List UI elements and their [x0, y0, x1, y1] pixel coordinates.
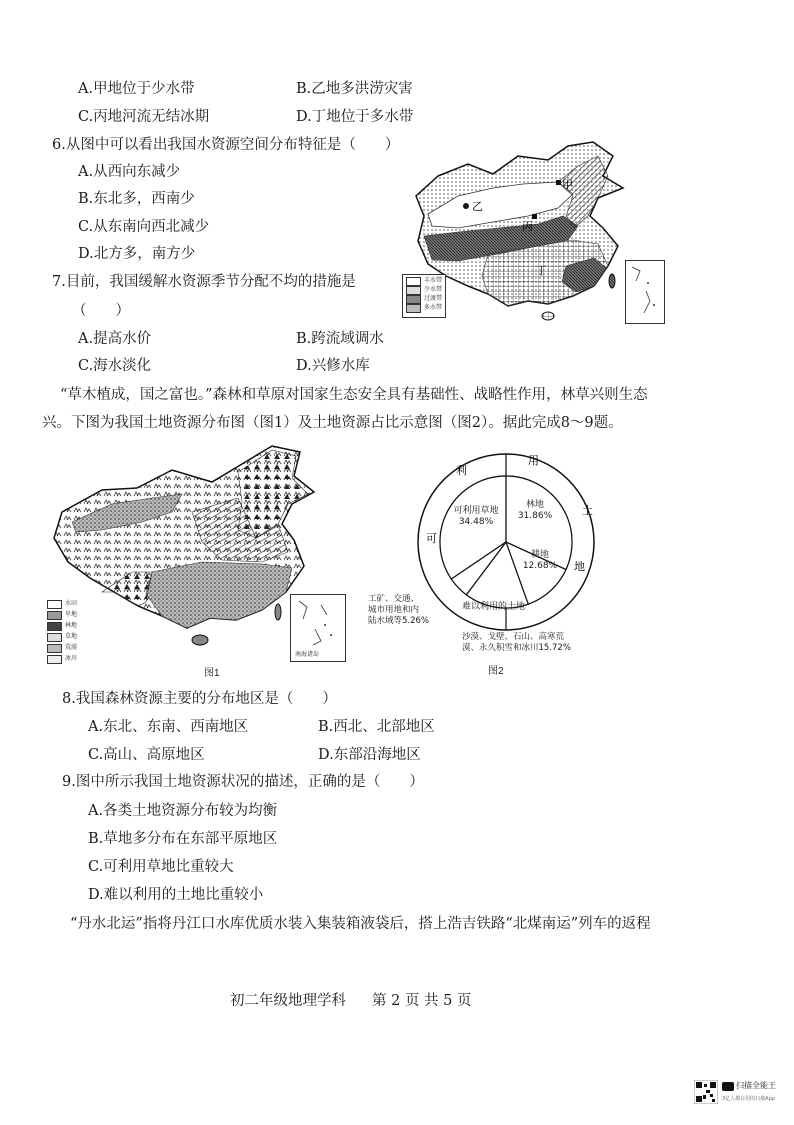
fig2-caption: 图2 [488, 666, 504, 677]
q5-option-d: D.丁地位于多水带 [296, 109, 414, 125]
passage-forest-grass-line1: “草木植成，国之富也。”森林和草原对国家生态安全具有基础性、战略性作用，林草兴则生态 [60, 387, 648, 403]
q5-option-c: C.丙地河流无结冰期 [78, 109, 210, 125]
ring-char-tu: 土 [582, 505, 593, 517]
passage-forest-grass-line2: 兴。下图为我国土地资源分布图（图1）及土地资源占比示意图（图2）。据此完成8～9题。 [42, 415, 623, 431]
legend-label: 荒漠 [65, 644, 78, 651]
legend-label: 旱地 [65, 611, 78, 618]
legend-swatch [47, 644, 62, 653]
fig1-caption: 图1 [204, 668, 220, 679]
label-jia: 甲 [562, 179, 573, 191]
slice-label-farm: 耕地 12.68% [522, 550, 558, 571]
q6-option-b: B.东北多，西南少 [78, 191, 195, 207]
fig1-south-china-sea-inset [290, 594, 346, 662]
legend-swatch [47, 611, 62, 620]
q5-option-a: A.甲地位于少水带 [78, 81, 195, 97]
q9-stem: 9.图中所示我国土地资源状况的描述，正确的是（ ） [62, 774, 424, 790]
callout-other-land: 工矿、交通、 城市用地和内 陆水域等5.26% [368, 594, 430, 626]
q7-stem: 7.目前，我国缓解水资源季节分配不均的措施是 [52, 274, 356, 290]
q6-stem: 6.从图中可以看出我国水资源空间分布特征是（ ） [52, 137, 400, 153]
legend-label: 冰川 [65, 655, 78, 662]
q9-option-b: B.草地多分布在东部平原地区 [88, 831, 278, 847]
legend-label: 少水带 [424, 286, 443, 293]
land-map-legend [44, 598, 86, 666]
legend-label: 多水带 [424, 304, 443, 311]
q8-option-a: A.东北、东南、西南地区 [88, 719, 249, 735]
q8-option-d: D.东部沿海地区 [318, 747, 421, 763]
label-yi: 乙 [472, 201, 483, 213]
label-ding: 丁 [536, 265, 547, 277]
footer-subject: 初二年级地理学科 [230, 993, 346, 1009]
passage-danshui-line1: “丹水北运”指将丹江口水库优质水装入集装箱液袋后，搭上浩吉铁路“北煤南运”列车的返程 [70, 916, 651, 932]
q7-option-c: C.海水淡化 [78, 358, 152, 374]
inset-label: 南海诸岛 [295, 651, 320, 658]
legend-label: 林地 [65, 622, 78, 629]
q6-option-c: C.从东南向西北减少 [78, 219, 210, 235]
q9-option-d: D.难以利用的土地比重较小 [88, 887, 264, 903]
q5-option-b: B.乙地多洪涝灾害 [296, 81, 413, 97]
ring-char-li: 利 [456, 465, 467, 477]
legend-swatch [47, 633, 62, 642]
legend-label: 水田 [65, 600, 78, 607]
legend-swatch [47, 600, 62, 609]
water-map-legend [402, 274, 446, 318]
ring-char-yong: 用 [528, 455, 539, 467]
q6-option-d: D.北方多，南方少 [78, 246, 196, 262]
label-bing: 丙 [522, 221, 533, 233]
q7-option-d: D.兴修水库 [296, 358, 370, 374]
q7-bracket: （ ） [72, 303, 130, 319]
legend-swatch [406, 295, 421, 304]
legend-label: 丰水带 [424, 277, 443, 284]
slice-label-grass: 可利用草地 34.48% [453, 506, 499, 527]
ring-char-ke: 可 [426, 533, 437, 545]
qr-code-icon [694, 1080, 718, 1104]
q9-option-c: C.可利用草地比重较大 [88, 859, 234, 875]
q9-option-a: A.各类土地资源分布较为均衡 [88, 803, 278, 819]
scanner-brand: 扫描全能王 [736, 1081, 776, 1090]
scanner-subtitle: 3亿人都在用的扫描App [722, 1096, 775, 1102]
callout-unusable-land: 沙漠、戈壁、石山、高寒荒 漠、永久积雪和冰川15.72% [462, 632, 571, 653]
legend-swatch [406, 277, 421, 286]
footer-page-number: 第 2 页 共 5 页 [372, 993, 472, 1009]
slice-label-forest: 林地 31.86% [517, 500, 553, 521]
q8-option-b: B.西北、北部地区 [318, 719, 435, 735]
legend-label: 过渡带 [424, 295, 443, 302]
q7-option-b: B.跨流域调水 [296, 331, 384, 347]
q8-stem: 8.我国森林资源主要的分布地区是（ ） [62, 691, 337, 707]
q8-option-c: C.高山、高原地区 [88, 747, 205, 763]
legend-swatch [47, 655, 62, 664]
south-china-sea-inset [625, 260, 665, 324]
legend-swatch [406, 286, 421, 295]
slice-label-hard: 难以利用的土地 [462, 602, 526, 612]
ring-char-di: 地 [574, 561, 585, 573]
scanner-logo-icon [722, 1082, 734, 1091]
q7-option-a: A.提高水价 [78, 331, 152, 347]
legend-label: 草地 [65, 633, 78, 640]
q6-option-a: A.从西向东减少 [78, 164, 181, 180]
legend-swatch [406, 304, 421, 313]
legend-swatch [47, 622, 62, 631]
